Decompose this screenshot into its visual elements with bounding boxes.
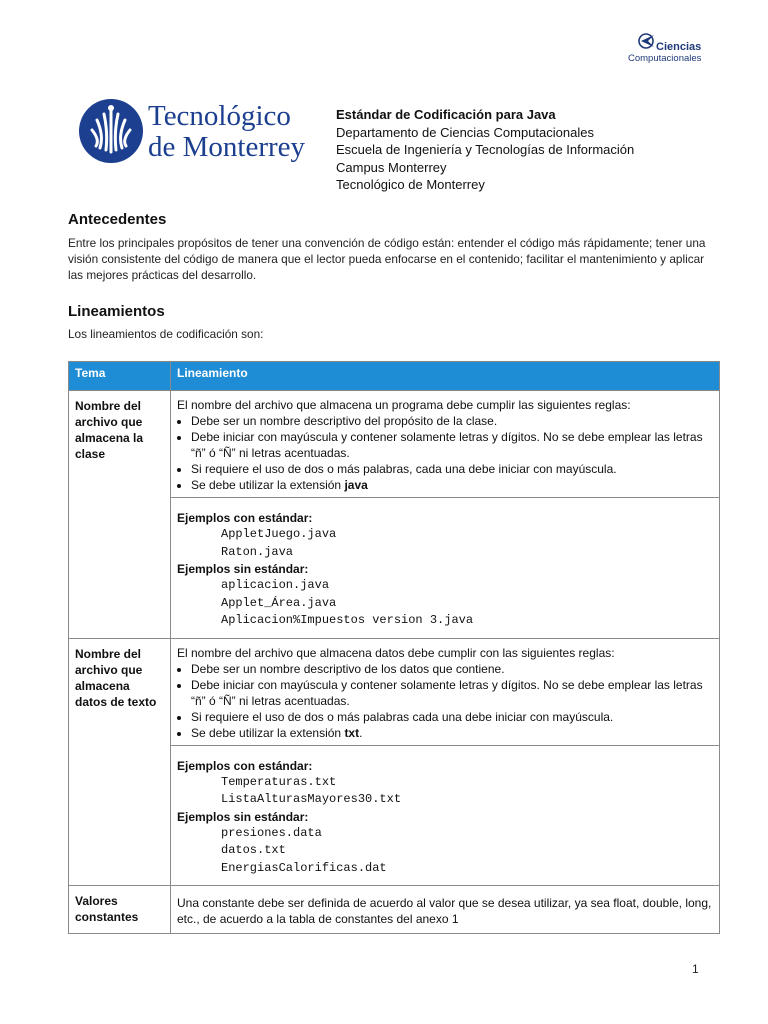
- example-code: ListaAlturasMayores30.txt: [221, 792, 402, 806]
- rule-item: • Debe ser un nombre descriptivo del propósito de la clase.: [191, 413, 713, 429]
- tec-logo-line2: de Monterrey: [148, 131, 306, 163]
- antecedentes-text: Entre los principales propósitos de tener una convención de código están: entender el código más rápidamente; tener una visión consistente del código de manera que el lector pueda enfocarse en el contenido; facilitar el mantenimiento y aplicar las mejores prácticas del desarrollo.: [68, 236, 706, 282]
- rule-item: • Debe ser un nombre descriptivo de los datos que contiene.: [191, 661, 713, 677]
- document-header-info: [336, 106, 634, 194]
- header-department: Departamento de Ciencias Computacionales: [336, 124, 594, 140]
- extension-name: txt: [344, 725, 360, 740]
- rules-intro: El nombre del archivo que almacena un programa debe cumplir las siguientes reglas:: [177, 398, 631, 412]
- table-row: [69, 638, 720, 745]
- rule-item: • Si requiere el uso de dos o más palabras cada una debe iniciar con mayúscula.: [191, 709, 713, 725]
- examples-with-standard-label: Ejemplos con estándar:: [177, 758, 313, 773]
- example-code: presiones.data: [221, 825, 322, 840]
- example-code: EnergiasCalorificas.dat: [221, 860, 387, 875]
- table-row: [69, 886, 720, 934]
- ciencias-computacionales-logo: [626, 32, 706, 66]
- cc-logo-line1: Ciencias: [656, 41, 702, 53]
- header-school: Escuela de Ingeniería y Tecnologías de Información: [336, 142, 635, 157]
- tec-logo-line1: Tecnológico: [148, 100, 291, 132]
- rule-item: • Si requiere el uso de dos o más palabras, cada una debe iniciar con mayúscula.: [191, 461, 713, 477]
- row-rules: [171, 638, 720, 745]
- tec-monterrey-logo: [78, 98, 323, 168]
- antecedentes-heading: Antecedentes: [68, 211, 167, 228]
- extension-name: java: [344, 478, 368, 492]
- column-header-lineamiento: Lineamiento: [171, 362, 720, 391]
- table-header-row: [69, 362, 720, 391]
- row-topic: Valores constantes: [69, 886, 171, 934]
- rule-item: [191, 477, 713, 493]
- tec-logo-wordmark: [148, 101, 305, 163]
- row-rules: Una constante debe ser definida de acuerdo al valor que se desea utilizar, ya sea float, double, long, etc., de acuerdo a la tabla de constantes del anexo 1: [171, 886, 720, 934]
- examples-without-standard-label: Ejemplos sin estándar:: [177, 809, 309, 824]
- table-row: [69, 391, 720, 498]
- example-code: AppletJuego.java: [221, 527, 337, 541]
- guidelines-table: [68, 361, 720, 934]
- example-code: Applet_Área.java: [221, 595, 337, 610]
- rule-item: • Debe iniciar con mayúscula y contener solamente letras y dígitos. No se debe emplear las letras “ñ” ó “Ñ” ni letras acentuadas.: [191, 429, 713, 461]
- row-rules: [171, 391, 720, 498]
- tec-emblem-icon: [78, 98, 144, 164]
- rule-item: • Debe iniciar con mayúscula y contener solamente letras y dígitos. No se debe emplear las letras “ñ” ó “Ñ” ni letras acentuadas.: [191, 677, 713, 709]
- cc-logo-line2: Computacionales: [628, 53, 702, 64]
- column-header-tema: Tema: [69, 362, 171, 391]
- page-number: 1: [692, 962, 699, 976]
- example-code: Aplicacion%Impuestos version 3.java: [221, 613, 474, 627]
- example-code: Temperaturas.txt: [221, 774, 337, 789]
- row-examples: [171, 498, 720, 639]
- rule-item: [191, 725, 713, 741]
- rules-list: [177, 661, 713, 741]
- lineamientos-heading: Lineamientos: [68, 303, 165, 320]
- document-title: Estándar de Codificación para Java: [336, 107, 556, 122]
- header-campus: Campus Monterrey: [336, 159, 447, 175]
- example-code: datos.txt: [221, 843, 286, 857]
- row-topic: Nombre del archivo que almacena la clase: [69, 391, 171, 639]
- rule-suffix: .: [359, 725, 363, 740]
- header-institution: Tecnológico de Monterrey: [336, 177, 485, 192]
- rules-intro: El nombre del archivo que almacena datos debe cumplir con las siguientes reglas:: [177, 645, 615, 660]
- cc-emblem-icon: [638, 32, 658, 50]
- examples-with-standard-label: Ejemplos con estándar:: [177, 511, 313, 525]
- example-code: aplicacion.java: [221, 578, 330, 592]
- rules-list: [177, 413, 713, 493]
- rule-text: Se debe utilizar la extensión: [191, 725, 345, 740]
- lineamientos-intro: Los lineamientos de codificación son:: [68, 327, 264, 341]
- examples-without-standard-label: Ejemplos sin estándar:: [177, 562, 309, 576]
- example-code: Raton.java: [221, 544, 294, 559]
- row-examples: [171, 745, 720, 886]
- row-topic: Nombre del archivo que almacena datos de texto: [69, 638, 171, 886]
- rule-text: Se debe utilizar la extensión: [191, 478, 345, 492]
